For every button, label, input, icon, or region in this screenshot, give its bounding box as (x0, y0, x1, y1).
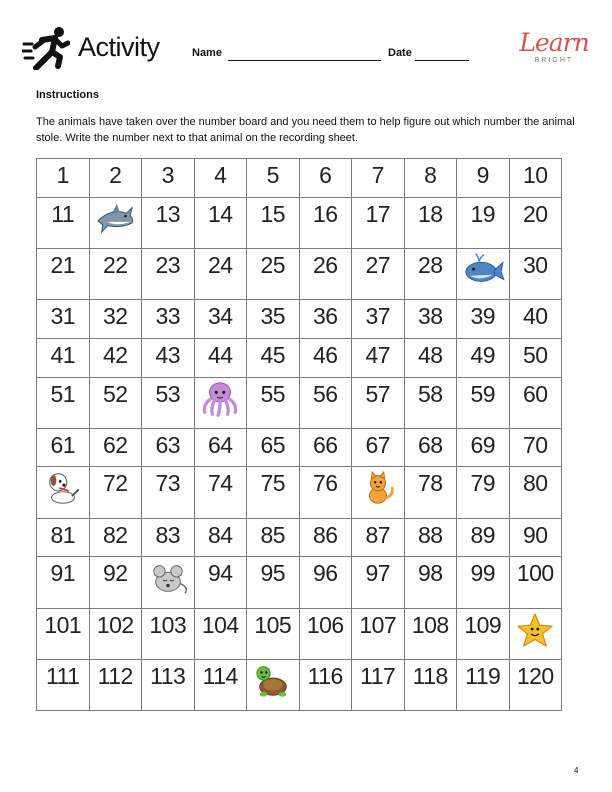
board-cell-number (142, 377, 195, 428)
board-cell-number (299, 197, 352, 248)
board-number: 57 (365, 380, 391, 407)
board-number: 30 (522, 251, 548, 278)
board-cell-number (194, 557, 247, 608)
board-number: 66 (312, 431, 338, 458)
board-number: 104 (201, 611, 239, 638)
name-field[interactable] (228, 60, 381, 61)
board-number: 16 (312, 200, 338, 227)
board-number: 3 (161, 162, 174, 188)
board-cell-number (37, 248, 90, 299)
board-cell-number (142, 159, 195, 198)
board-cell-number (299, 608, 352, 659)
board-cell-number (37, 557, 90, 608)
board-number: 17 (365, 200, 391, 227)
shark-icon (93, 200, 137, 238)
board-number: 83 (155, 521, 181, 548)
learn-bright-logo (517, 28, 591, 68)
board-number: 48 (417, 341, 443, 368)
board-number: 1 (56, 162, 69, 188)
board-number: 67 (365, 431, 391, 458)
board-cell-number (509, 338, 562, 377)
board-cell-number (37, 608, 90, 659)
board-number: 9 (476, 162, 489, 188)
board-cell-number (37, 428, 90, 467)
board-number: 33 (155, 303, 181, 330)
board-number: 20 (522, 200, 548, 227)
board-cell-number (509, 197, 562, 248)
board-number: 89 (470, 521, 496, 548)
board-number: 21 (50, 251, 76, 278)
board-cell-number (404, 338, 457, 377)
board-number: 95 (260, 560, 286, 587)
board-cell-number (457, 608, 510, 659)
board-number: 52 (102, 380, 128, 407)
board-cell-number (404, 659, 457, 710)
whale-icon (461, 251, 505, 289)
board-number: 116 (307, 662, 343, 689)
board-cell-number (352, 159, 405, 198)
board-number: 24 (207, 251, 233, 278)
board-number: 84 (207, 521, 233, 548)
board-number: 40 (522, 303, 548, 330)
board-cell-number (352, 518, 405, 557)
board-number: 68 (417, 431, 443, 458)
board-cell-number (457, 300, 510, 339)
board-cell-number (89, 467, 142, 518)
board-number: 94 (207, 560, 233, 587)
board-cell-number (89, 428, 142, 467)
board-cell-number (142, 659, 195, 710)
board-cell-number (89, 377, 142, 428)
board-row (37, 428, 562, 467)
board-cell-number (404, 467, 457, 518)
board-number: 2 (109, 162, 122, 188)
board-row (37, 467, 562, 518)
board-cell-number (509, 248, 562, 299)
board-cell-number (509, 428, 562, 467)
board-number: 62 (102, 431, 128, 458)
number-board (36, 158, 562, 711)
board-number: 82 (102, 521, 128, 548)
board-cell-number (247, 608, 300, 659)
board-cell-number (247, 518, 300, 557)
board-cell-number (457, 557, 510, 608)
board-cell-number (142, 300, 195, 339)
mouse-icon (146, 559, 190, 597)
board-number: 112 (97, 662, 133, 689)
board-number: 23 (155, 251, 181, 278)
board-number: 92 (102, 560, 128, 587)
board-number: 50 (522, 341, 548, 368)
board-row (37, 248, 562, 299)
worksheet-header (0, 0, 612, 80)
board-number: 79 (470, 470, 496, 497)
board-cell-number (194, 248, 247, 299)
board-number: 106 (306, 611, 344, 638)
board-number: 81 (50, 521, 76, 548)
board-cell-number (299, 428, 352, 467)
board-cell-number (299, 248, 352, 299)
board-number: 28 (417, 251, 443, 278)
board-cell-number (404, 608, 457, 659)
board-cell-starfish (509, 608, 562, 659)
board-cell-number (404, 197, 457, 248)
board-number: 15 (260, 200, 286, 227)
board-cell-number (142, 248, 195, 299)
board-number: 78 (417, 470, 443, 497)
logo-word: Learn (519, 28, 589, 57)
board-number: 105 (254, 611, 292, 638)
board-number: 119 (465, 662, 501, 689)
board-number: 87 (365, 521, 391, 548)
board-number: 7 (371, 162, 384, 188)
board-cell-number (37, 300, 90, 339)
board-cell-number (352, 377, 405, 428)
board-cell-number (89, 557, 142, 608)
board-row (37, 557, 562, 608)
board-cell-number (509, 300, 562, 339)
board-cell-number (457, 377, 510, 428)
board-cell-number (299, 300, 352, 339)
board-cell-number (457, 467, 510, 518)
board-cell-number (37, 197, 90, 248)
board-cell-mouse (142, 557, 195, 608)
instructions-text: The animals have taken over the number board and you need them to help figure out which number the animal stole. Write the number next to that animal on the recording sheet. (36, 116, 575, 144)
board-number: 22 (102, 251, 128, 278)
board-cell-shark (89, 197, 142, 248)
board-cell-number (352, 659, 405, 710)
board-number: 88 (417, 521, 443, 548)
board-number: 101 (44, 611, 82, 638)
page-title: Activity (78, 32, 160, 62)
board-number: 14 (207, 200, 233, 227)
board-cell-number (457, 159, 510, 198)
running-person-icon (22, 26, 70, 70)
board-number: 73 (155, 470, 181, 497)
board-cell-number (509, 467, 562, 518)
board-cell-number (457, 428, 510, 467)
board-cell-number (89, 300, 142, 339)
logo-subtitle: BRIGHT (534, 57, 574, 64)
date-field[interactable] (415, 60, 469, 61)
board-cell-number (509, 659, 562, 710)
board-number: 32 (102, 303, 128, 330)
board-cell-number (299, 518, 352, 557)
board-row (37, 197, 562, 248)
board-number: 120 (516, 662, 554, 689)
board-number: 90 (522, 521, 548, 548)
board-cell-number (194, 467, 247, 518)
board-row (37, 338, 562, 377)
board-number: 76 (312, 470, 338, 497)
board-cell-number (37, 518, 90, 557)
board-number: 117 (360, 662, 396, 689)
board-cell-number (404, 377, 457, 428)
board-number: 49 (470, 341, 496, 368)
board-number: 100 (516, 560, 554, 587)
date-label: Date (388, 47, 412, 59)
board-number: 113 (150, 662, 186, 689)
board-number: 56 (312, 380, 338, 407)
board-number: 6 (319, 162, 332, 188)
board-cell-number (457, 518, 510, 557)
board-row (37, 300, 562, 339)
board-number: 72 (102, 470, 128, 497)
board-number: 41 (50, 341, 76, 368)
board-number: 63 (155, 431, 181, 458)
board-number: 96 (312, 560, 338, 587)
board-number: 55 (260, 380, 286, 407)
board-number: 10 (522, 162, 548, 188)
board-number: 118 (412, 662, 448, 689)
board-cell-number (89, 338, 142, 377)
board-cell-number (194, 659, 247, 710)
board-cell-number (194, 338, 247, 377)
board-cell-number (89, 659, 142, 710)
board-number: 18 (417, 200, 443, 227)
board-number: 74 (207, 470, 233, 497)
board-cell-number (247, 557, 300, 608)
board-number: 43 (155, 341, 181, 368)
board-cell-number (247, 338, 300, 377)
board-number: 25 (260, 251, 286, 278)
board-row (37, 608, 562, 659)
board-cell-number (37, 377, 90, 428)
board-number: 61 (50, 431, 76, 458)
board-cell-number (89, 159, 142, 198)
board-number: 44 (207, 341, 233, 368)
board-row (37, 659, 562, 710)
board-number: 58 (417, 380, 443, 407)
board-number: 99 (470, 560, 496, 587)
board-number: 114 (202, 662, 238, 689)
board-cell-number (299, 557, 352, 608)
octopus-icon (198, 380, 242, 418)
board-number: 70 (522, 431, 548, 458)
board-number: 103 (149, 611, 187, 638)
board-number: 8 (424, 162, 437, 188)
board-cell-number (142, 197, 195, 248)
board-cell-number (142, 518, 195, 557)
board-number: 38 (417, 303, 443, 330)
board-cell-number (352, 197, 405, 248)
board-cell-number (194, 300, 247, 339)
board-cell-number (247, 428, 300, 467)
dog-icon (41, 469, 85, 507)
board-cell-number (299, 338, 352, 377)
board-cell-number (509, 377, 562, 428)
board-number: 108 (411, 611, 449, 638)
board-number: 34 (207, 303, 233, 330)
board-number: 51 (50, 380, 76, 407)
board-number: 102 (96, 611, 134, 638)
board-cell-number (404, 300, 457, 339)
board-cell-turtle (247, 659, 300, 710)
board-number: 39 (470, 303, 496, 330)
board-cell-number (247, 248, 300, 299)
board-cell-number (194, 159, 247, 198)
board-cell-number (352, 557, 405, 608)
board-cell-number (247, 377, 300, 428)
board-cell-number (404, 518, 457, 557)
board-cell-number (247, 197, 300, 248)
board-number: 27 (365, 251, 391, 278)
board-cell-number (89, 608, 142, 659)
board-number: 111 (46, 662, 80, 689)
board-cell-number (194, 518, 247, 557)
instructions-heading: Instructions (36, 89, 99, 101)
turtle-icon (251, 662, 295, 700)
board-cell-dog (37, 467, 90, 518)
board-cell-number (37, 659, 90, 710)
board-cell-number (457, 659, 510, 710)
board-number: 59 (470, 380, 496, 407)
board-cell-number (37, 338, 90, 377)
board-number: 11 (51, 200, 75, 227)
board-cell-number (299, 467, 352, 518)
board-number: 75 (260, 470, 286, 497)
board-number: 86 (312, 521, 338, 548)
board-cell-number (299, 659, 352, 710)
board-number: 26 (312, 251, 338, 278)
board-row (37, 159, 562, 198)
board-cell-number (352, 338, 405, 377)
board-cell-number (352, 428, 405, 467)
board-cell-number (247, 300, 300, 339)
board-number: 65 (260, 431, 286, 458)
board-cell-number (509, 557, 562, 608)
board-number: 64 (207, 431, 233, 458)
board-number: 42 (102, 341, 128, 368)
board-cell-octopus (194, 377, 247, 428)
board-cell-cat (352, 467, 405, 518)
board-cell-number (142, 428, 195, 467)
board-number: 47 (365, 341, 391, 368)
board-row (37, 518, 562, 557)
board-cell-number (142, 467, 195, 518)
board-number: 91 (50, 560, 76, 587)
board-number: 53 (155, 380, 181, 407)
board-row (37, 377, 562, 428)
board-cell-number (404, 557, 457, 608)
board-cell-number (194, 608, 247, 659)
board-cell-number (404, 159, 457, 198)
board-number: 69 (470, 431, 496, 458)
board-cell-number (37, 159, 90, 198)
board-cell-number (194, 197, 247, 248)
board-cell-number (457, 197, 510, 248)
board-number: 60 (522, 380, 548, 407)
board-cell-number (89, 248, 142, 299)
board-cell-number (299, 159, 352, 198)
page-number: 4 (574, 766, 579, 775)
board-cell-number (352, 300, 405, 339)
board-cell-number (247, 159, 300, 198)
name-label: Name (192, 47, 222, 59)
board-cell-number (509, 159, 562, 198)
board-cell-number (457, 338, 510, 377)
board-cell-number (194, 428, 247, 467)
board-cell-number (142, 338, 195, 377)
board-number: 4 (214, 162, 227, 188)
starfish-icon (513, 611, 557, 649)
board-number: 19 (470, 200, 496, 227)
board-cell-number (404, 428, 457, 467)
board-number: 13 (155, 200, 181, 227)
board-cell-number (509, 518, 562, 557)
board-cell-number (247, 467, 300, 518)
board-cell-whale (457, 248, 510, 299)
board-cell-number (404, 248, 457, 299)
board-cell-number (352, 248, 405, 299)
board-number: 80 (522, 470, 548, 497)
board-cell-number (352, 608, 405, 659)
board-cell-number (299, 377, 352, 428)
board-number: 98 (417, 560, 443, 587)
board-number: 46 (312, 341, 338, 368)
board-number: 35 (260, 303, 286, 330)
board-number: 37 (365, 303, 391, 330)
board-number: 36 (312, 303, 338, 330)
board-number: 97 (365, 560, 391, 587)
board-number: 45 (260, 341, 286, 368)
board-number: 107 (359, 611, 397, 638)
board-cell-number (89, 518, 142, 557)
board-number: 109 (464, 611, 502, 638)
cat-icon (356, 469, 400, 507)
board-cell-number (142, 608, 195, 659)
board-number: 85 (260, 521, 286, 548)
board-number: 31 (50, 303, 76, 330)
board-number: 5 (266, 162, 279, 188)
